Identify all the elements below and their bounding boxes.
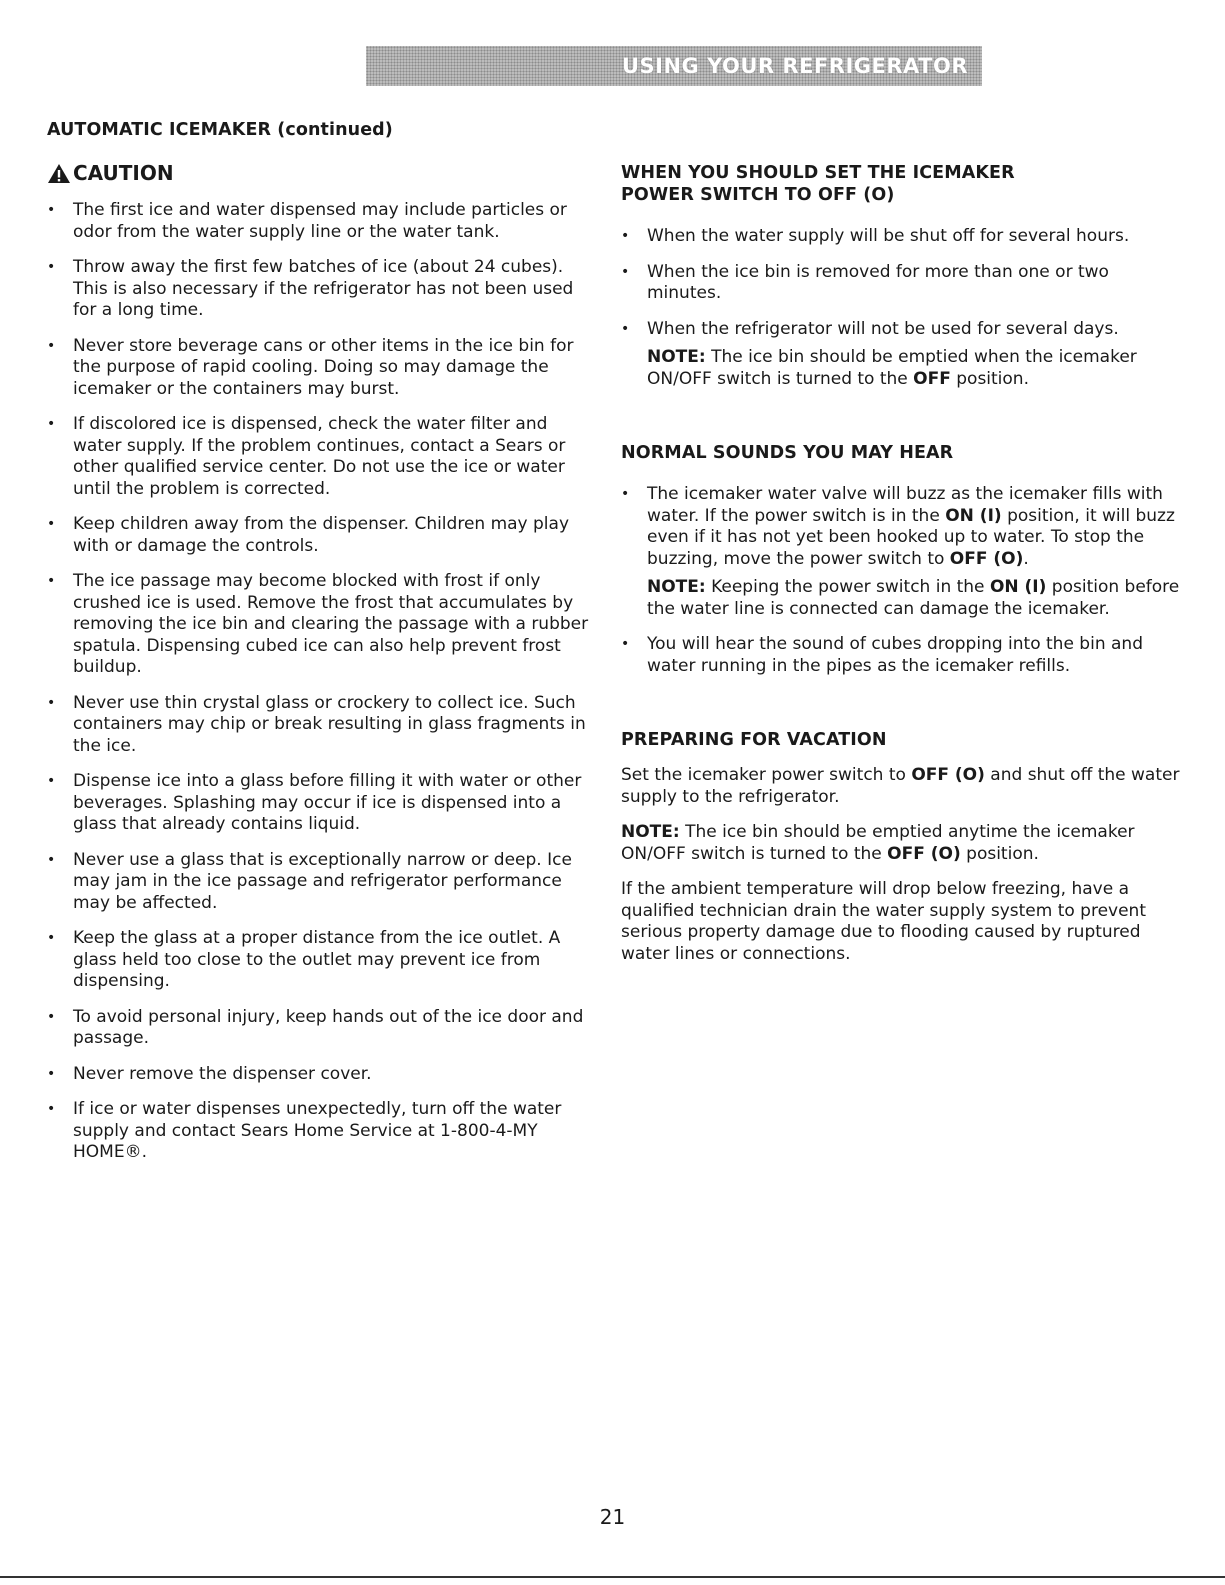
section-title-automatic-icemaker: AUTOMATIC ICEMAKER (continued) [47,120,393,140]
list-item: • When the water supply will be shut off for several hours. [621,226,1181,248]
note-label: NOTE: [647,347,706,367]
section-title-normal-sounds: NORMAL SOUNDS YOU MAY HEAR [621,443,954,463]
note-bold: OFF (O) [887,843,961,864]
caution-list [47,200,592,1164]
section-title-vacation: PREPARING FOR VACATION [621,730,887,750]
list-item: • Dispense ice into a glass before filling it with water or other beverages. Splashing may occur if ice is dispensed into a glass that already contains liquid. [47,771,592,836]
warning-icon [47,163,71,184]
list-item: • You will hear the sound of cubes dropping into the bin and water running in the pipes as the icemaker refills. [621,634,1181,677]
list-item: • To avoid personal injury, keep hands out of the ice door and passage. [47,1007,592,1050]
note [647,577,1181,620]
note-bold: ON (I) [989,577,1047,597]
right-column [621,162,1181,979]
list-item: • The first ice and water dispensed may include particles or odor from the water supply line or the water tank. [47,200,592,243]
list-item-text: . [1023,548,1029,569]
list-item: • Never store beverage cans or other items in the ice bin for the purpose of rapid cooling. Doing so may damage the icemaker or the containers may burst. [47,336,592,401]
note-label: NOTE: [621,822,680,842]
list-item: • Never use a glass that is exceptionally narrow or deep. Ice may jam in the ice passage and refrigerator performance may be affected. [47,850,592,915]
banner-title: USING YOUR REFRIGERATOR [621,54,968,78]
list-item: • Never remove the dispenser cover. [47,1064,592,1086]
header-banner [366,46,982,86]
list-item: • If ice or water dispenses unexpectedly, turn off the water supply and contact Sears Home Service at 1-800-4-MY HOME®. [47,1099,592,1164]
list-item: • Throw away the first few batches of ice (about 24 cubes). This is also necessary if the refrigerator has not been used for a long time. [47,257,592,322]
list-item: • Never use thin crystal glass or crockery to collect ice. Such containers may chip or break resulting in glass fragments in the ice. [47,693,592,758]
list-item [621,319,1181,391]
list-item-text: The icemaker water valve will buzz as the icemaker fills with water. If the power switch is in the [647,484,1163,526]
power-off-list [621,226,1181,390]
list-item: • Keep children away from the dispenser. Children may play with or damage the controls. [47,514,592,557]
section-title-line: WHEN YOU SHOULD SET THE ICEMAKER [621,163,1015,183]
note-text: The ice bin should be emptied when the icemaker ON/OFF switch is turned to the [647,347,1137,389]
bottom-rule [0,1576,1225,1578]
list-item: • The ice passage may become blocked with frost if only crushed ice is used. Remove the frost that accumulates by removing the ice bin and clearing the passage with a rubber spatula. Dispensing cubed ice can also help prevent frost buildup. [47,571,592,679]
paragraph-text: and shut off the water supply to the refrigerator. [621,765,1180,807]
note-text: position. [960,843,1039,864]
list-item-text: When the refrigerator will not be used for several days. [647,318,1119,339]
note-text: position before the water line is connected can damage the icemaker. [647,577,1180,619]
paragraph-text: Set the icemaker power switch to [621,765,912,785]
sounds-list [621,484,1181,677]
paragraph: If the ambient temperature will drop below freezing, have a qualified technician drain the water supply system to prevent serious property damage due to flooding caused by ruptured water lines or connections. [621,879,1146,964]
caution-heading [47,161,592,185]
caution-label: CAUTION [73,161,174,185]
note-text: The ice bin should be emptied anytime the icemaker ON/OFF switch is turned to the [621,822,1135,864]
list-item: • When the ice bin is removed for more than one or two minutes. [621,262,1181,305]
bold-text: OFF (O) [949,548,1024,569]
page-number: 21 [599,1505,626,1529]
section-title-line: POWER SWITCH TO OFF (O) [621,185,895,205]
bold-text: ON (I) [945,505,1002,526]
left-column [47,119,592,1178]
list-item [621,484,1181,620]
list-item: • Keep the glass at a proper distance from the ice outlet. A glass held too close to the outlet may prevent ice from dispensing. [47,928,592,993]
note-label: NOTE: [647,577,706,597]
bold-text: OFF (O) [911,765,985,785]
note-end: position. [950,368,1029,389]
note-text: Keeping the power switch in the [705,577,990,597]
note-bold: OFF [913,368,951,389]
list-item-text: position, it will buzz even if it has not yet been hooked up to water. To stop the buzzing, move the power switch to [647,505,1175,569]
note [621,822,1181,865]
paragraph [621,765,1181,808]
list-item: • If discolored ice is dispensed, check the water filter and water supply. If the problem continues, contact a Sears or other qualified service center. Do not use the ice or water until the problem is corrected. [47,414,592,500]
section-title-power-switch-off [621,162,1181,206]
note [647,347,1181,390]
